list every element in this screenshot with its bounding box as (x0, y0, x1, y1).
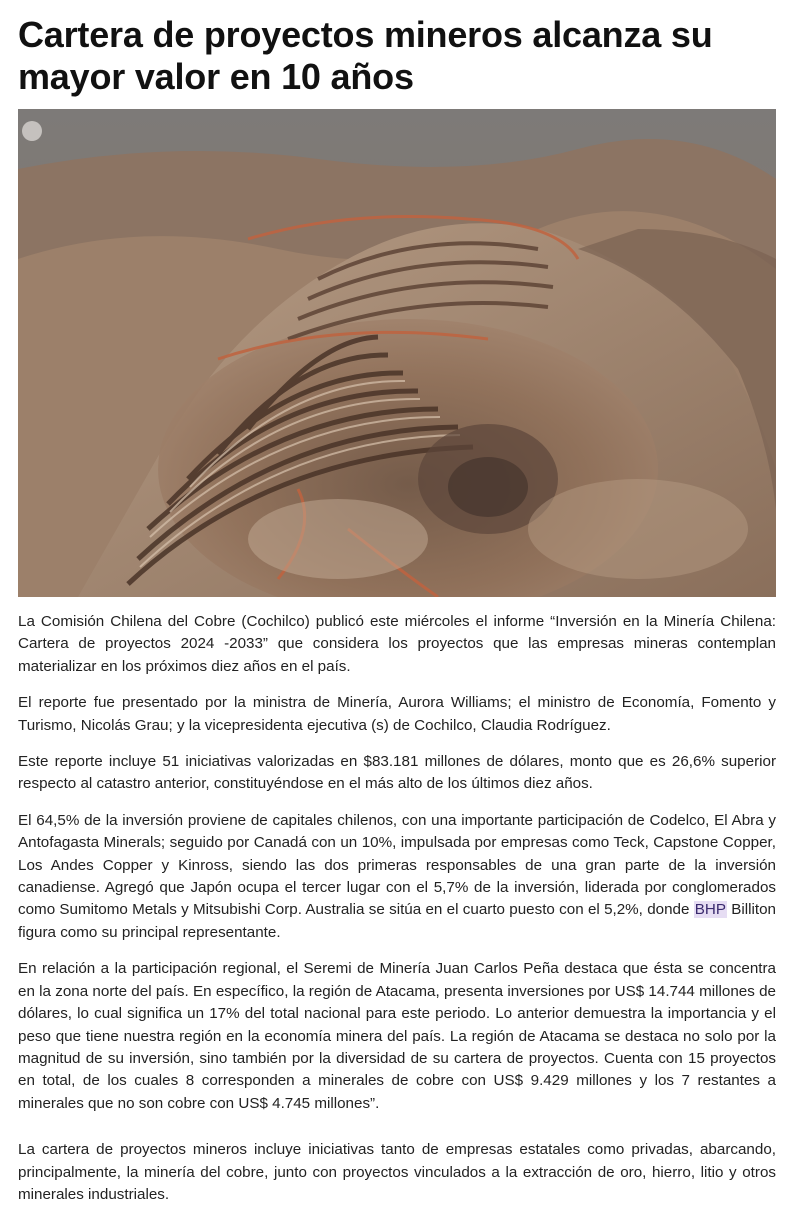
paragraph-text: El 64,5% de la inversión proviene de capitales chilenos, con una importante participación de Codelco, El Abra y Antofagasta Minerals; seguido por Canadá con un 10%, impulsada por empresas como Teck, Capstone Copper, Los Andes Copper y Kinross, siendo las dos primeras responsables de una gran parte de la inversión canadiense. Agregó que Japón ocupa el tercer lugar con el 5,7% de la inversión, liderada por conglomerados como Sumitomo Metals y Mitsubishi Corp. Australia se sitúa en el cuarto puesto con el 5,2%, donde (18, 811, 776, 919)
highlighted-term[interactable]: BHP (694, 901, 726, 919)
paragraph (18, 810, 776, 944)
paragraph: La Comisión Chilena del Cobre (Cochilco) publicó este miércoles el informe “Inversión en la Minería Chilena: Cartera de proyectos 2024 -2033” que considera los proyectos que las empresas mineras contemplan materializar en los próximos diez años en el país. (18, 613, 776, 675)
hero-image (18, 109, 776, 597)
paragraph-text: Billiton figura como su principal representante. (18, 901, 776, 941)
paragraph: En relación a la participación regional, el Seremi de Minería Juan Carlos Peña destaca que ésta se concentra en la zona norte del país. En específico, la región de Atacama, presenta inversiones por US$ 14.744 millones de dólares, lo cual significa un 17% del total nacional para este periodo. Lo anterior demuestra la importancia y el peso que tiene nuestra región en la economía minera del país. La región de Atacama se destaca no solo por la magnitud de su inversión, sino también por la diversidad de su cartera de proyectos. Cuenta con 15 proyectos en total, de los cuales 8 corresponden a minerales de cobre con US$ 9.429 millones y los 7 restantes a minerales que no son cobre con US$ 4.745 millones”. (18, 960, 776, 1112)
paragraph: Este reporte incluye 51 iniciativas valorizadas en $83.181 millones de dólares, monto que es 26,6% superior respecto al catastro anterior, constituyéndose en el más alto de los últimos diez años. (18, 753, 776, 793)
paragraph: La cartera de proyectos mineros incluye iniciativas tanto de empresas estatales como privadas, abarcando, principalmente, la minería del cobre, junto con proyectos vinculados a la extracción de oro, hierro, litio y otros minerales industriales. (18, 1141, 776, 1203)
article-body (18, 611, 776, 1220)
mine-aerial-photo (18, 109, 776, 597)
article (18, 0, 778, 1203)
paragraph: El reporte fue presentado por la ministra de Minería, Aurora Williams; el ministro de Economía, Fomento y Turismo, Nicolás Grau; y la vicepresidenta ejecutiva (s) de Cochilco, Claudia Rodríguez. (18, 694, 776, 734)
article-title: Cartera de proyectos mineros alcanza su mayor valor en 10 años (18, 14, 713, 97)
